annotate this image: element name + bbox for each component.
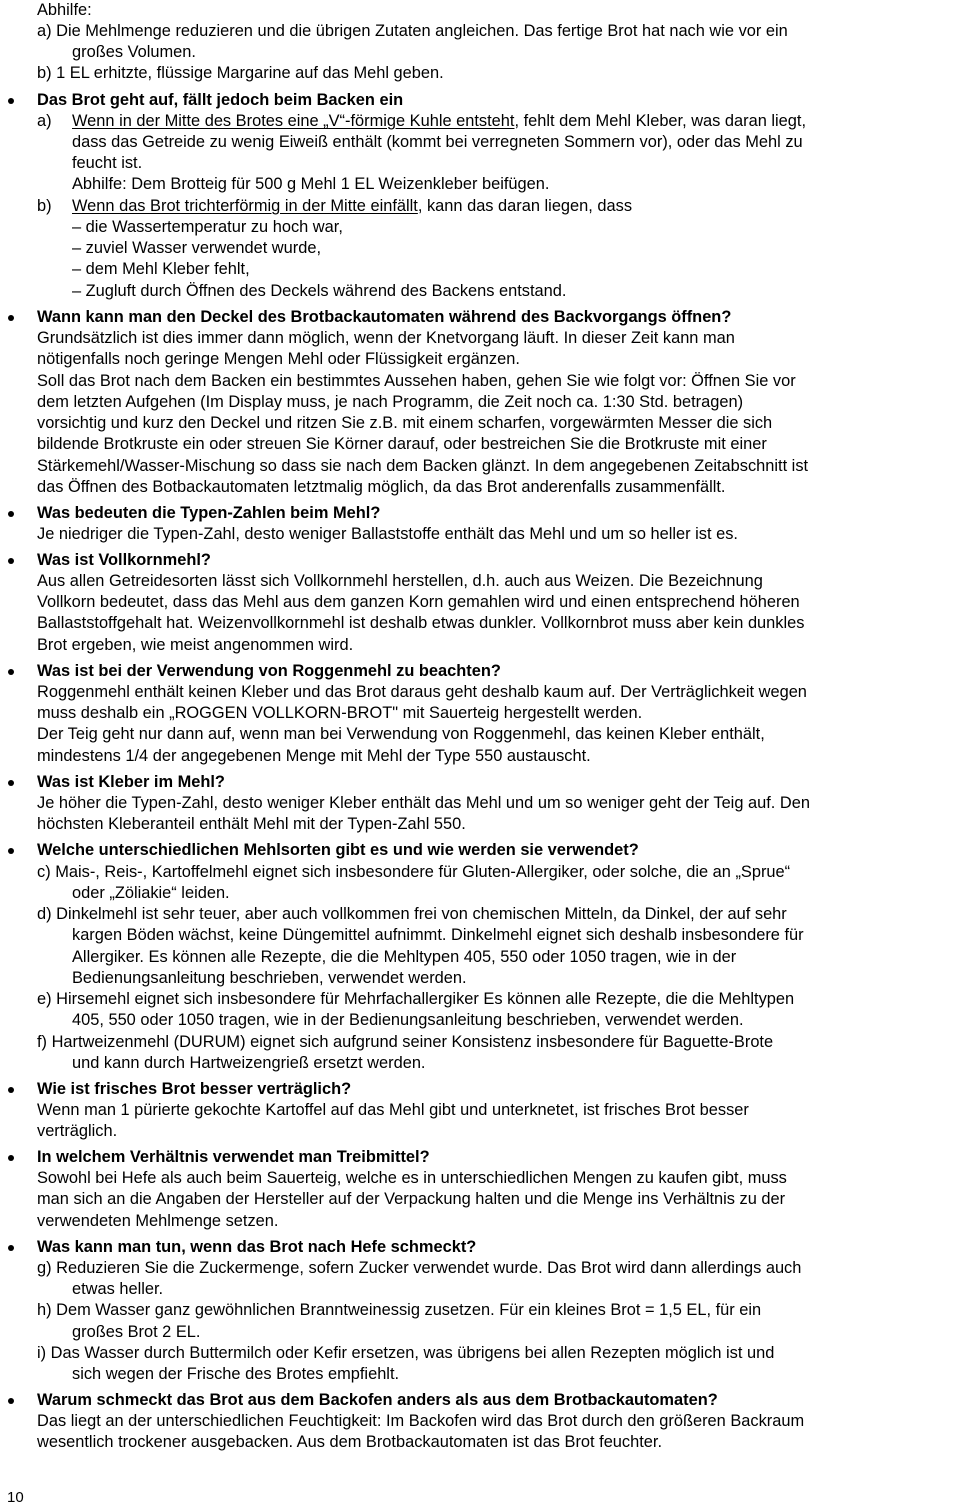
- text-line: a) Die Mehlmenge reduzieren und die übrigen Zutaten angleichen. Das fertige Brot hat nach wie vor ein: [37, 22, 788, 40]
- text-line: g) Reduzieren Sie die Zuckermenge, sofern Zucker verwendet wurde. Das Brot wird dann allerdings auch: [37, 1259, 802, 1277]
- text-line: Roggenmehl enthält keinen Kleber und das Brot daraus geht deshalb kaum auf. Der Verträglichkeit wegen: [37, 683, 807, 701]
- text-line: Vollkorn bedeutet, dass das Mehl aus dem ganzen Korn gemahlen wird und einen entsprechend höheren: [37, 593, 800, 611]
- text-line: – Zugluft durch Öffnen des Deckels während des Backens entstand.: [72, 282, 567, 300]
- text-line: Das liegt an der unterschiedlichen Feuchtigkeit: Im Backofen wird das Brot durch den größeren Backraum: [37, 1412, 805, 1430]
- text-line: höchsten Kleberanteil enthält Mehl mit der Typen-Zahl 550.: [37, 815, 466, 833]
- bullet-point: [8, 1398, 14, 1404]
- text-line: wesentlich trockener ausgebacken. Aus dem Brotbackautomaten ist das Brot feuchter.: [37, 1433, 663, 1451]
- text-line: Der Teig geht nur dann auf, wenn man bei Verwendung von Roggenmehl, das keinen Kleber enthält,: [37, 725, 765, 743]
- text-line: – die Wassertemperatur zu hoch war,: [72, 218, 343, 236]
- section-heading: Was ist Kleber im Mehl?: [37, 773, 225, 791]
- text-line: und kann durch Hartweizengrieß ersetzt werden.: [72, 1054, 426, 1072]
- text-line: mindestens 1/4 der angegebenen Menge mit Mehl der Type 550 austauscht.: [37, 747, 591, 765]
- bullet-point: [8, 98, 14, 104]
- section-heading: Was bedeuten die Typen-Zahlen beim Mehl?: [37, 504, 381, 522]
- text-line: bildende Brotkruste ein oder streuen Sie Körner darauf, oder bestreichen Sie die Brotkruste mit einer: [37, 435, 767, 453]
- text-line: – dem Mehl Kleber fehlt,: [72, 260, 250, 278]
- bullet-point: [8, 315, 14, 321]
- bullet-point: [8, 1087, 14, 1093]
- text-line: Bedienungsanleitung beschrieben, verwendet werden.: [72, 969, 467, 987]
- bullet-point: [8, 558, 14, 564]
- text-line: Brot ergeben, wie meist angenommen wird.: [37, 636, 354, 654]
- text-line: Sowohl bei Hefe als auch beim Sauerteig, welche es in unterschiedlichen Mengen zu kaufen gibt, muss: [37, 1169, 787, 1187]
- text-line: großes Volumen.: [72, 43, 196, 61]
- text-line: oder „Zöliakie“ leiden.: [72, 884, 230, 902]
- text-line: feucht ist.: [72, 154, 143, 172]
- section-heading: Wie ist frisches Brot besser verträglich?: [37, 1080, 352, 1098]
- text-line: Aus allen Getreidesorten lässt sich Vollkornmehl herstellen, d.h. auch aus Weizen. Die Bezeichnung: [37, 572, 763, 590]
- list-label: a): [37, 112, 52, 130]
- text-line: d) Dinkelmehl ist sehr teuer, aber auch vollkommen frei von chemischen Mitteln, da Dinkel, der auf sehr: [37, 905, 787, 923]
- section-heading: Das Brot geht auf, fällt jedoch beim Backen ein: [37, 91, 404, 109]
- underlined-phrase: Wenn das Brot trichterförmig in der Mitte einfällt: [72, 197, 418, 215]
- text-line: Soll das Brot nach dem Backen ein bestimmtes Aussehen haben, gehen Sie wie folgt vor: Öffnen Sie vor: [37, 372, 796, 390]
- underlined-phrase: Wenn in der Mitte des Brotes eine „V“-förmige Kuhle entsteht: [72, 112, 515, 130]
- section-heading: Wann kann man den Deckel des Brotbackautomaten während des Backvorgangs öffnen?: [37, 308, 732, 326]
- text-line: man sich an die Angaben der Hersteller auf der Verpackung halten und die Menge ins Verhältnis zu der: [37, 1190, 786, 1208]
- text-line: etwas heller.: [72, 1280, 164, 1298]
- text-line: kargen Böden wächst, keine Düngemittel aufnimmt. Dinkelmehl eignet sich deshalb insbesondere für: [72, 926, 804, 944]
- text-line: Grundsätzlich ist dies immer dann möglich, wenn der Knetvorgang läuft. In dieser Zeit kann man: [37, 329, 735, 347]
- bullet-point: [8, 848, 14, 854]
- text-line: dass das Getreide zu wenig Eiweiß enthält (kommt bei verregneten Sommern vor), oder das Mehl zu: [72, 133, 803, 151]
- text-line: [72, 111, 806, 133]
- text-line: verträglich.: [37, 1122, 118, 1140]
- section-heading: Was kann man tun, wenn das Brot nach Hefe schmeckt?: [37, 1238, 477, 1256]
- text-line: Stärkemehl/Wasser-Mischung so dass sie nach dem Backen glänzt. In dem angegebenen Zeitabschnitt ist: [37, 457, 809, 475]
- page-number: 10: [7, 1489, 24, 1506]
- text-line: f) Hartweizenmehl (DURUM) eignet sich aufgrund seiner Konsistenz insbesondere für Baguette-Brote: [37, 1033, 774, 1051]
- section-heading: Welche unterschiedlichen Mehlsorten gibt es und wie werden sie verwendet?: [37, 841, 639, 859]
- text-line: vorsichtig und kurz den Deckel und ritzen Sie z.B. mit einem scharfen, vorgewärmten Messer die sich: [37, 414, 773, 432]
- text-line: Ballaststoffgehalt hat. Weizenvollkornmehl ist deshalb etwas dunkler. Vollkornbrot muss aber kein dunkles: [37, 614, 805, 632]
- text-segment: , fehlt dem Mehl Kleber, was daran liegt,: [514, 112, 807, 130]
- section-heading: Warum schmeckt das Brot aus dem Backofen anders als aus dem Brotbackautomaten?: [37, 1391, 718, 1409]
- text-line: Abhilfe:: [37, 1, 92, 19]
- text-line: Je niedriger die Typen-Zahl, desto weniger Ballaststoffe enthält das Mehl und um so heller ist es.: [37, 525, 738, 543]
- section-heading: Was ist Vollkornmehl?: [37, 551, 211, 569]
- text-line: i) Das Wasser durch Buttermilch oder Kefir ersetzen, was übrigens bei allen Rezepten möglich ist und: [37, 1344, 775, 1362]
- bullet-point: [8, 1245, 14, 1251]
- bullet-point: [8, 669, 14, 675]
- text-line: – zuviel Wasser verwendet wurde,: [72, 239, 321, 257]
- list-label: b): [37, 197, 52, 215]
- text-segment: , kann das daran liegen, dass: [417, 197, 633, 215]
- text-line: Je höher die Typen-Zahl, desto weniger Kleber enthält das Mehl und um so weniger geht der Teig auf. Den: [37, 794, 810, 812]
- bullet-point: [8, 780, 14, 786]
- section-heading: Was ist bei der Verwendung von Roggenmehl zu beachten?: [37, 662, 501, 680]
- text-line: nötigenfalls noch geringe Mengen Mehl oder Flüssigkeit ergänzen.: [37, 350, 520, 368]
- text-line: sich wegen der Frische des Brotes empfiehlt.: [72, 1365, 400, 1383]
- section-heading: In welchem Verhältnis verwendet man Treibmittel?: [37, 1148, 430, 1166]
- text-line: Allergiker. Es können alle Rezepte, die die Mehltypen 405, 550 oder 1050 tragen, wie in der: [72, 948, 737, 966]
- text-line: [72, 196, 632, 218]
- text-line: Abhilfe: Dem Brotteig für 500 g Mehl 1 EL Weizenkleber beifügen.: [72, 175, 550, 193]
- text-line: muss deshalb ein „ROGGEN VOLLKORN-BROT" mit Sauerteig hergestellt werden.: [37, 704, 643, 722]
- text-line: e) Hirsemehl eignet sich insbesondere für Mehrfachallergiker Es können alle Rezepte, die die Mehltypen: [37, 990, 795, 1008]
- bullet-point: [8, 511, 14, 517]
- text-line: h) Dem Wasser ganz gewöhnlichen Branntweinessig zusetzen. Für ein kleines Brot = 1,5 EL, für ein: [37, 1301, 762, 1319]
- text-line: das Öffnen des Botbackautomaten letztmalig möglich, da das Brot anderenfalls zusammenfällt.: [37, 478, 726, 496]
- text-line: c) Mais-, Reis-, Kartoffelmehl eignet sich insbesondere für Gluten-Allergiker, oder solche, die an „Sprue“: [37, 863, 791, 881]
- text-line: 405, 550 oder 1050 tragen, wie in der Bedienungsanleitung beschrieben, verwendet werden.: [72, 1011, 744, 1029]
- text-line: dem letzten Aufgehen (Im Display muss, je nach Programm, die Zeit noch ca. 1:30 Std. betragen): [37, 393, 744, 411]
- bullet-point: [8, 1155, 14, 1161]
- text-line: Wenn man 1 pürierte gekochte Kartoffel auf das Mehl gibt und unterknetet, ist frisches Brot besser: [37, 1101, 749, 1119]
- text-line: verwendeten Mehlmenge setzen.: [37, 1212, 279, 1230]
- text-line: großes Brot 2 EL.: [72, 1323, 201, 1341]
- text-line: b) 1 EL erhitzte, flüssige Margarine auf das Mehl geben.: [37, 64, 444, 82]
